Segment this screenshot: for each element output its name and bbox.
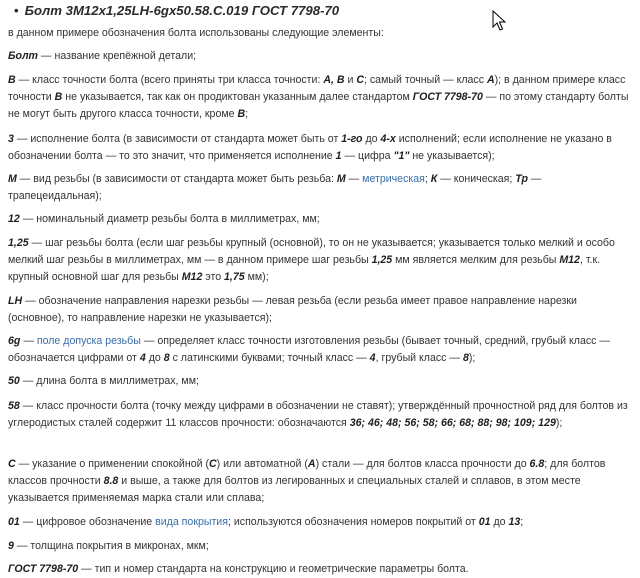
inline-link[interactable]: поле допуска резьбы <box>36 335 141 347</box>
emphasis-text: С <box>8 458 16 470</box>
list-item <box>8 373 636 390</box>
body-text: мм является мелким для резьбы <box>392 254 560 266</box>
emphasis-text: ГОСТ 7798-70 <box>412 91 483 103</box>
emphasis-text: 36; 46; 48; 56; 58; 66; 68; 88; 98; 109; 129 <box>349 417 556 429</box>
emphasis-text: 01 <box>8 516 20 528</box>
body-text: — исполнение болта (в зависимости от стандарта может быть от <box>13 133 342 145</box>
intro-text: в данном примере обозначения болта использованы следующие элементы: <box>8 27 384 39</box>
body-text: мм); <box>244 271 269 283</box>
emphasis-text: М12 <box>181 271 203 283</box>
body-text: — номинальный диаметр резьбы болта в миллиметрах, мм; <box>19 213 320 225</box>
list-item <box>8 131 636 165</box>
body-text: и выше, а также для болтов из легированных и специальных сталей и сплавов, в этом месте указывается применяемая марка стали или сплава; <box>8 475 581 504</box>
emphasis-text: В <box>237 108 246 120</box>
body-text: — <box>345 173 363 185</box>
list-item <box>8 561 636 578</box>
body-text: — цифровое обозначение <box>19 516 156 528</box>
emphasis-text: Тр <box>515 173 528 185</box>
body-text: — трапецеидальная); <box>8 173 542 202</box>
body-text: — цифра <box>341 150 394 162</box>
body-text: ); <box>468 352 476 364</box>
bolt-designation-heading <box>14 3 339 18</box>
bolt-designation-title: Болт 3M12x1,25LH-6gx50.58.C.019 ГОСТ 7798-70 <box>24 3 340 18</box>
body-text: — шаг резьбы болта (если шаг резьбы крупный (основной), то он не указывается; указывается только мелкий и особо мелкий шаг резьбы в миллиметрах, мм — в данном примере шаг резьбы <box>8 237 615 266</box>
emphasis-text: М <box>336 173 346 185</box>
body-text: — по этому стандарту болты не могут быть другого класса точности, кроме <box>8 91 629 120</box>
emphasis-text: 3 <box>8 133 14 145</box>
emphasis-text: 1-го <box>341 133 363 145</box>
emphasis-text: 9 <box>8 540 14 552</box>
emphasis-text: А <box>307 458 316 470</box>
emphasis-text: 6g <box>8 335 21 347</box>
emphasis-text: В <box>8 74 16 86</box>
emphasis-text: А <box>486 74 495 86</box>
bullet-icon: • <box>14 3 19 18</box>
emphasis-text: С <box>356 74 364 86</box>
body-text: — обозначение направления нарезки резьбы — левая резьба (если резьба имеет правое направление нарезки (основное), то направление нарезки не указывается); <box>8 295 577 324</box>
emphasis-text: 8 <box>163 352 170 364</box>
body-text: ; <box>424 173 431 185</box>
emphasis-text: 13 <box>508 516 521 528</box>
body-text: исполнений; если исполнение не указано в обозначении болта — то это значит, что применяется исполнение <box>8 133 612 162</box>
body-text: ; используются обозначения номеров покрытий от <box>227 516 479 528</box>
body-text: — <box>20 335 37 347</box>
body-text: ; <box>520 516 524 528</box>
inline-link[interactable]: вида покрытия <box>155 516 228 528</box>
emphasis-text: 4-х <box>380 133 396 145</box>
body-text: — толщина покрытия в микронах, мкм; <box>13 540 209 552</box>
body-text: до <box>362 133 381 145</box>
emphasis-text: 58 <box>8 400 20 412</box>
body-text: — коническая; <box>437 173 516 185</box>
body-text: до <box>145 352 164 364</box>
emphasis-text: М <box>8 173 17 185</box>
emphasis-text: М12 <box>559 254 580 266</box>
emphasis-text: 1 <box>335 150 342 162</box>
list-item <box>8 538 636 555</box>
emphasis-text: 4 <box>369 352 376 364</box>
list-item <box>8 514 636 531</box>
list-item <box>8 211 636 228</box>
emphasis-text: 01 <box>478 516 491 528</box>
emphasis-text: LH <box>8 295 23 307</box>
body-text: ) стали — для болтов класса прочности до <box>315 458 530 470</box>
body-text: , т.к. крупный основной шаг для резьбы <box>8 254 601 283</box>
emphasis-text: "1" <box>393 150 410 162</box>
mouse-cursor-icon <box>492 10 506 32</box>
body-text: — вид резьбы (в зависимости от стандарта может быть резьба: <box>16 173 337 185</box>
emphasis-text: 1,75 <box>224 271 245 283</box>
body-text: ); <box>555 417 563 429</box>
body-text: — класс точности болта (всего приняты три класса точности: <box>15 74 324 86</box>
emphasis-text: Болт <box>8 50 38 62</box>
emphasis-text: С <box>208 458 217 470</box>
body-text: ) или автоматной ( <box>216 458 308 470</box>
body-text: это <box>202 271 225 283</box>
inline-link[interactable]: метрическая <box>362 173 425 185</box>
body-text: — тип и номер стандарта на конструкцию и геометрические параметры болта. <box>78 563 469 575</box>
body-text: не указывается, так как он продиктован указанным далее стандартом <box>62 91 413 103</box>
body-text: , грубый класс — <box>375 352 463 364</box>
body-text: до <box>490 516 509 528</box>
list-item <box>8 171 636 205</box>
emphasis-text: ГОСТ 7798-70 <box>8 563 79 575</box>
emphasis-text: 1,25 <box>8 237 29 249</box>
emphasis-text: К <box>430 173 438 185</box>
emphasis-text: В <box>54 91 63 103</box>
list-item <box>8 235 636 286</box>
body-text: — указание о применении спокойной ( <box>15 458 209 470</box>
body-text: ; самый точный — класс <box>364 74 487 86</box>
list-item <box>8 333 636 367</box>
emphasis-text: 8.8 <box>103 475 119 487</box>
list-item <box>8 72 636 123</box>
body-text: не указывается); <box>409 150 495 162</box>
body-text: — название крепёжной детали; <box>37 50 197 62</box>
body-text: — определяет класс точности изготовления резьбы (бывает точный, средний, грубый класс — обозначается цифрами от <box>8 335 610 364</box>
emphasis-text: А, В <box>323 74 345 86</box>
body-text: ; <box>245 108 249 120</box>
emphasis-text: 4 <box>139 352 146 364</box>
list-item <box>8 398 636 432</box>
list-item <box>8 456 636 507</box>
emphasis-text: 1,25 <box>371 254 393 266</box>
list-item <box>8 293 636 327</box>
body-text: ; для болтов классов прочности <box>8 458 606 487</box>
body-text: с латинскими буквами; точный класс — <box>169 352 370 364</box>
body-text: ); в данном примере класс точности <box>8 74 626 103</box>
body-text: и <box>344 74 357 86</box>
body-text: — класс прочности болта (точку между цифрами в обозначении не ставят); утверждённый прочностной ряд для болтов из углеродистых сталей содержит 11 классов прочности: обозначаются <box>8 400 628 429</box>
list-item <box>8 48 636 65</box>
emphasis-text: 50 <box>8 375 20 387</box>
emphasis-text: 8 <box>462 352 469 364</box>
body-text: — длина болта в миллиметрах, мм; <box>19 375 199 387</box>
emphasis-text: 12 <box>8 213 20 225</box>
emphasis-text: 6.8 <box>529 458 545 470</box>
